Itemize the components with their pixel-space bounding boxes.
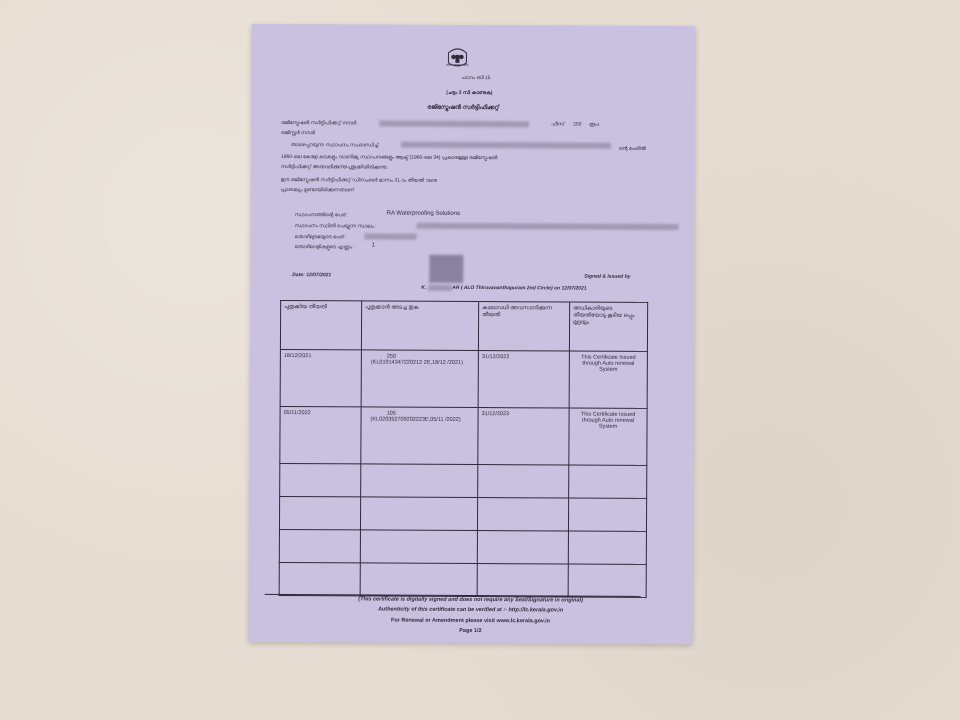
redacted-issuer-name: [428, 285, 452, 291]
issuer-details: AR ( ALO Thiruvananthapuram 2nd Circle) on 12/07/2021: [452, 284, 587, 292]
redacted-qr-code: [429, 255, 463, 283]
amount-cell: [361, 407, 478, 465]
issue-date: Date: 12/07/2021: [292, 272, 332, 279]
header-amount-paid: പുതുക്കാൻ അടച്ച തുക: [361, 301, 478, 351]
fee-unit: രൂപ: [589, 121, 600, 128]
amount-value: 105: [386, 410, 396, 417]
receipt-number: (KL01914347220212 2E,18/12 /2021): [370, 359, 463, 366]
establishment-name: RA Waterproofing Solutions: [386, 210, 461, 217]
certificate-number-label: രജിസ്ട്രേഷൻ സർട്ടിഫിക്കറ്റ് നമ്പർ: [281, 119, 357, 127]
redacted-certificate-number: [379, 121, 529, 128]
register-number-label: രജിസ്റ്റർ നമ്പർ: [281, 129, 316, 137]
remark-cell: This Certificate Issued through Auto renewal System: [569, 351, 647, 408]
renewal-table: [279, 300, 649, 598]
redacted-employer: [364, 233, 416, 239]
fee-value: 250: [573, 121, 582, 128]
paragraph1-right: ന്റെ പേരിൽ: [618, 145, 646, 152]
fee-label: ഫീസ്: [551, 121, 565, 128]
table-row: [280, 349, 647, 408]
kerala-emblem-icon: [444, 47, 470, 69]
table-row: [280, 406, 647, 465]
address-label: സ്ഥാപനം സ്ഥിതി ചെയ്യുന്ന സ്ഥലം :: [294, 223, 377, 230]
certificate-title: രജിസ്ട്രേഷൻ സർട്ടിഫിക്കറ്റ്: [427, 104, 500, 112]
header-authority-signature: അധികാരിയുടെ തീയതിയോടു കൂടിയ ഒപ്പും മുദ്രയും: [569, 302, 647, 351]
renewal-date-cell: 18/12/2021: [280, 349, 361, 406]
amount-cell: [361, 350, 478, 408]
table-row: [279, 529, 646, 564]
signed-issued-by: Signed & Issued by: [584, 273, 631, 280]
issuer-prefix: K.: [421, 284, 427, 291]
header-expiry-date: കാലാവധി അവസാനിക്കുന്ന തീയതി: [478, 302, 569, 351]
table-row: [279, 496, 646, 531]
employer-label: തൊഴിലുടമയുടെ പേര് :: [294, 234, 347, 241]
footer-digital-sign-note: (This certificate is digitally signed and does not require any Seal/Signature in original): [358, 596, 583, 604]
renewal-date-cell: 05/11/2022: [280, 406, 361, 463]
footer-renewal-info: For Renewal or Amendment please visit www.lc.kerala.gov.in: [390, 617, 551, 625]
footer-authenticity: Authenticity of this certificate can be verified at :- http://lc.kerala.gov.in: [377, 606, 564, 614]
employees-count: 1: [371, 242, 375, 249]
rule-reference: (ചട്ടം 3 സി കാണുക): [446, 89, 493, 97]
expiry-date-cell: 31/12/2022: [478, 351, 569, 408]
header-renewal-date: പുതുക്കിയ തീയതി: [280, 300, 361, 349]
paragraph1-line2: 1960-ലെ കേരള കടകളും വാണിജ്യ സ്ഥാപനങ്ങളും ആക്ട് (1960-ലെ 34) പ്രകാരമുള്ള രജിസ്ട്രേഷൻ: [280, 153, 498, 162]
paragraph1-line3: സർട്ടിഫിക്കറ്റ് അനുവദിക്കുന്നു/പുതുക്കിയിരിക്കുന്നു.: [280, 163, 388, 171]
employees-label: തൊഴിലാളികളുടെ എണ്ണം :: [294, 244, 355, 251]
certificate-paper: [248, 24, 695, 644]
page-number: Page 1/2: [459, 627, 482, 635]
expiry-date-cell: 31/12/2023: [478, 408, 569, 465]
paragraph2-line1: ഈ രജിസ്ട്രേഷൻ സർട്ടിഫിക്കറ്റ് ഡിസംബർ മാസം 31-ാം തീയതി വരെ: [280, 176, 438, 184]
form-number: ഫാറം ബി 15: [461, 74, 491, 82]
establishment-name-label: സ്ഥാപനത്തിന്റെ പേര് :: [294, 212, 349, 219]
remark-cell: This Certificate Issued through Auto renewal System: [569, 408, 647, 465]
table-row: [280, 463, 647, 498]
paragraph2-line2: പ്രാബല്യം ഉണ്ടായിരിക്കുന്നതാണ്: [280, 186, 355, 194]
amount-value: 250: [386, 353, 397, 360]
paragraph1-line1: താഴെപ്പറയുന്ന സ്ഥാപനം സംബന്ധിച്ച്: [290, 142, 379, 149]
receipt-number: (KL020352709202223E,05/11 /2022): [370, 416, 461, 423]
redacted-holder-name: [401, 142, 611, 149]
table-row: [279, 562, 646, 597]
redacted-address: [417, 223, 679, 230]
